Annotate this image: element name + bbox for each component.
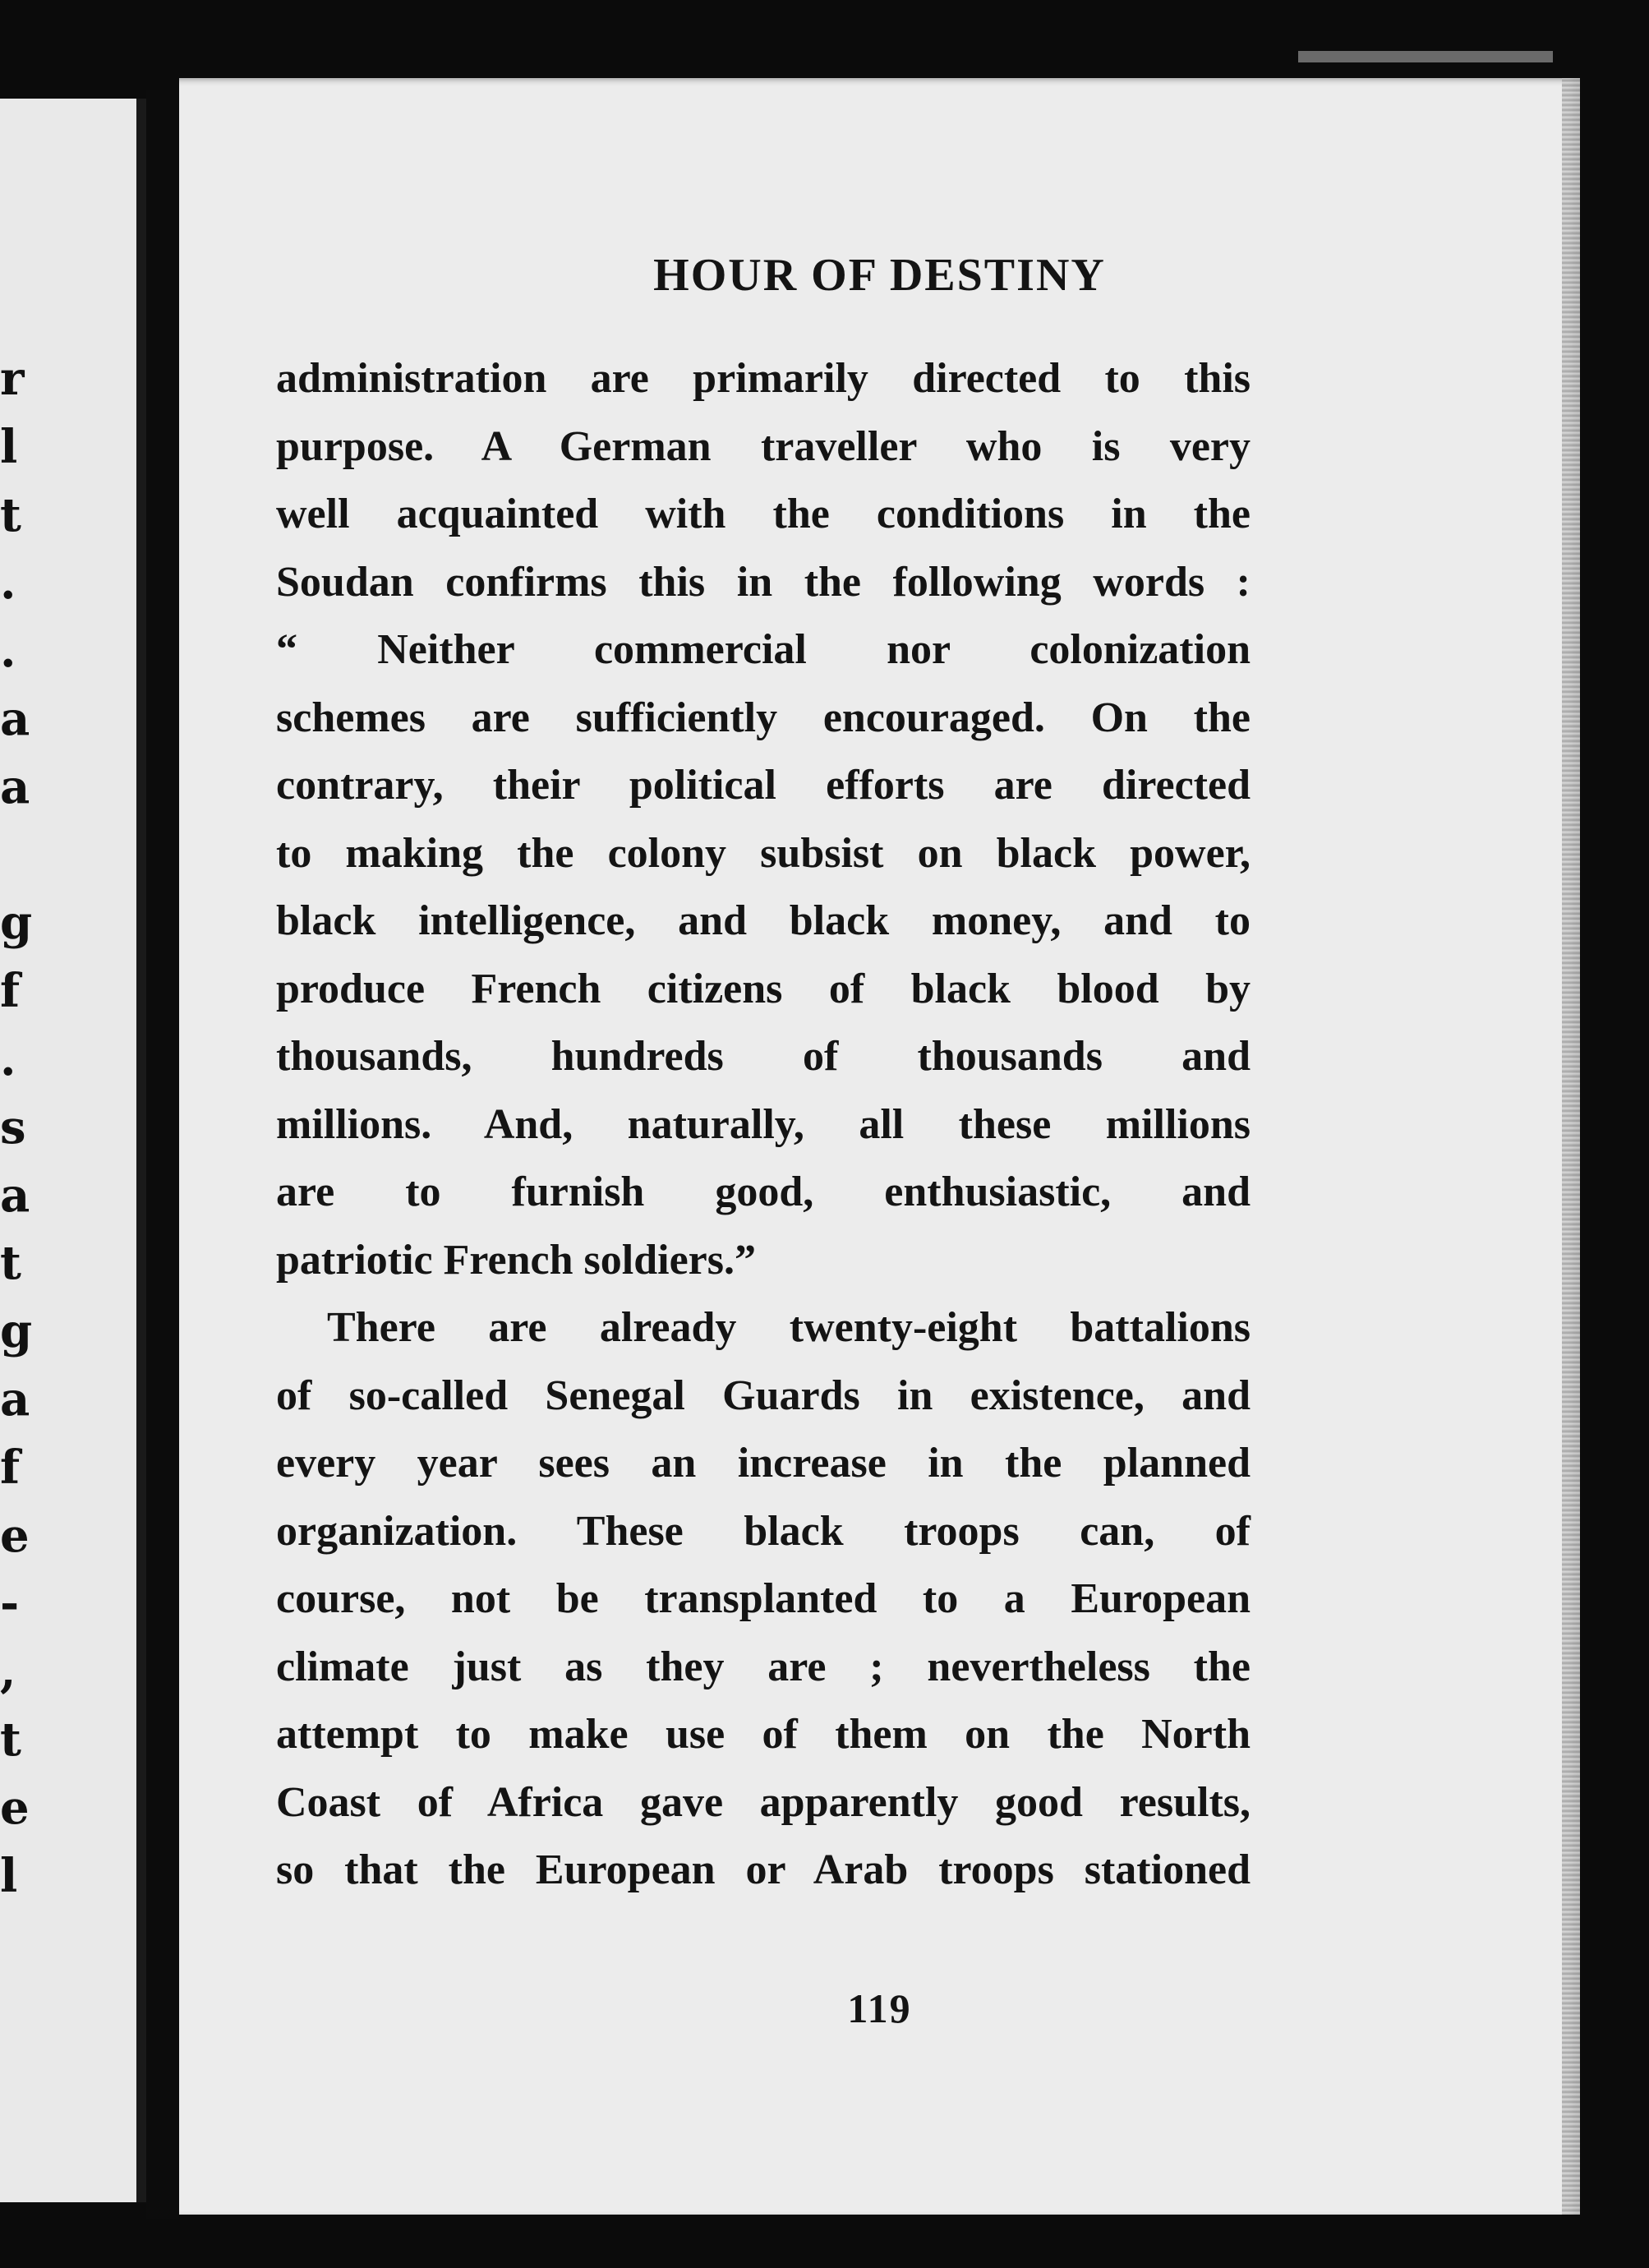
facing-page-left [0,99,146,2202]
text-line: climate just as they are ; nevertheless the [276,1643,1251,1690]
line-fragment: a [0,1168,30,1223]
text-line: black intelligence, and black money, and to [276,897,1251,944]
text-line: contrary, their political efforts are directed [276,762,1251,809]
page-body-text [276,345,1251,1905]
line-fragment: . [0,1031,16,1086]
text-line: millions. And, naturally, all these millions [276,1100,1251,1148]
text-line: so that the European or Arab troops stationed [276,1846,1251,1893]
text-line: of so-called Senegal Guards in existence, and [276,1371,1251,1419]
line-fragment: s [0,1099,26,1155]
facing-page-line-fragments [0,345,33,1910]
text-line: administration are primarily directed to this [276,355,1251,402]
page-number: 119 [847,1985,912,2031]
text-line: Coast of Africa gave apparently good results, [276,1778,1251,1826]
line-fragment: - [0,1576,20,1631]
line-fragment: a [0,691,30,746]
page-fore-edge [1562,78,1580,2215]
line-fragment: l [0,1848,18,1903]
text-line: “ Neither commercial nor colonization [276,626,1251,673]
page-gutter-shadow [136,99,146,2202]
text-line: patriotic French soldiers.” [276,1236,756,1284]
line-fragment: f [0,1440,21,1495]
line-fragment: r [0,352,25,406]
text-line: organization. These black troops can, of [276,1507,1251,1555]
text-line: course, not be transplanted to a European [276,1575,1251,1622]
line-fragment: g [0,1304,33,1359]
line-fragment: t [0,1712,21,1767]
page-top-edge [1298,51,1553,62]
text-line: purpose. A German traveller who is very [276,422,1251,470]
text-line: thousands, hundreds of thousands and [276,1033,1251,1080]
text-line: to making the colony subsist on black power, [276,829,1251,877]
book-spine [146,90,179,2219]
text-line: attempt to make use of them on the North [276,1711,1251,1758]
line-fragment: e [0,1780,30,1835]
text-line: Soudan confirms this in the following words : [276,558,1251,606]
book-page [179,78,1580,2215]
text-line: are to furnish good, enthusiastic, and [276,1169,1251,1215]
running-head: HOUR OF DESTINY [653,250,1106,301]
text-line: produce French citizens of black blood by [276,965,1251,1012]
line-fragment: l [0,419,18,474]
line-fragment: , [0,1644,16,1699]
line-fragment: a [0,759,30,814]
line-fragment: t [0,487,21,542]
line-fragment: f [0,964,21,1019]
line-fragment: t [0,1236,21,1291]
line-fragment: . [0,555,16,611]
paragraph-first-line: There are already twenty-eight battalions [327,1304,1251,1351]
line-fragment [0,822,25,890]
line-fragment: e [0,1508,30,1563]
line-fragment: . [0,624,16,679]
text-line: well acquainted with the conditions in the [276,491,1251,537]
line-fragment: g [0,896,33,951]
line-fragment: a [0,1371,30,1427]
text-line: schemes are sufficiently encouraged. On the [276,694,1251,741]
text-line: every year sees an increase in the planned [276,1440,1251,1487]
